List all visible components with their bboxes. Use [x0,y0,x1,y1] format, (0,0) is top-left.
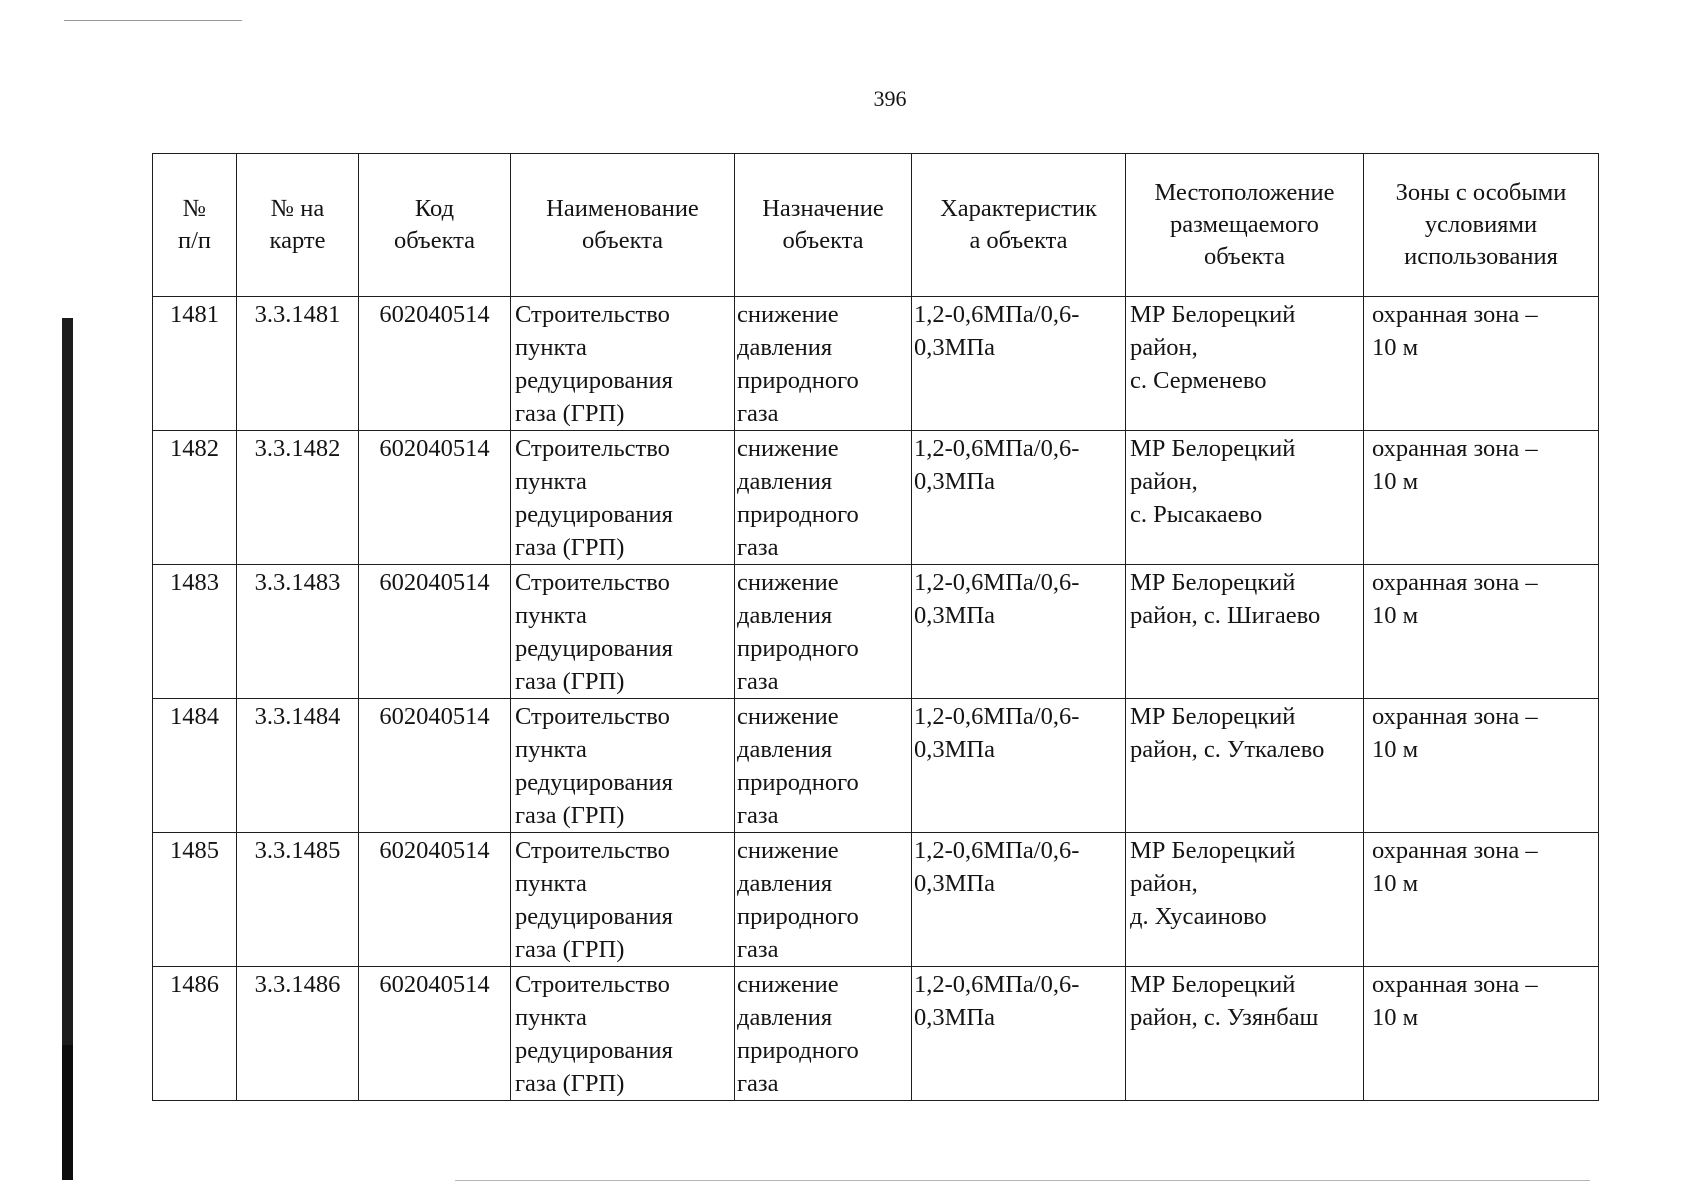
cell-map-number: 3.3.1483 [237,565,359,699]
cell-object-purpose: снижение давления природного газа [735,431,912,565]
table-header-row [153,154,1599,297]
cell-row-number: 1481 [153,297,237,431]
cell-map-number: 3.3.1486 [237,967,359,1101]
cell-map-number: 3.3.1484 [237,699,359,833]
cell-object-code: 602040514 [359,431,511,565]
cell-special-zone: охранная зона – 10 м [1364,431,1599,565]
cell-object-name: Строительство пункта редуцирования газа (ГРП) [511,833,735,967]
cell-object-code: 602040514 [359,699,511,833]
table-row [153,297,1599,431]
cell-object-name: Строительство пункта редуцирования газа (ГРП) [511,431,735,565]
cell-object-characteristic: 1,2-0,6МПа/0,6- 0,3МПа [912,967,1126,1101]
cell-row-number: 1483 [153,565,237,699]
cell-object-characteristic: 1,2-0,6МПа/0,6- 0,3МПа [912,833,1126,967]
cell-special-zone: охранная зона – 10 м [1364,565,1599,699]
cell-object-name: Строительство пункта редуцирования газа (ГРП) [511,699,735,833]
cell-object-name: Строительство пункта редуцирования газа (ГРП) [511,297,735,431]
table-row [153,431,1599,565]
cell-special-zone: охранная зона – 10 м [1364,699,1599,833]
cell-object-code: 602040514 [359,565,511,699]
cell-object-characteristic: 1,2-0,6МПа/0,6- 0,3МПа [912,431,1126,565]
header-object-location: Местоположение размещаемого объекта [1126,154,1364,297]
table-row [153,833,1599,967]
cell-object-location: МР Белорецкий район, с. Серменево [1126,297,1364,431]
cell-object-characteristic: 1,2-0,6МПа/0,6- 0,3МПа [912,699,1126,833]
header-object-code: Код объекта [359,154,511,297]
cell-object-location: МР Белорецкий район, с. Уткалево [1126,699,1364,833]
page-number: 396 [873,86,907,111]
table-row [153,565,1599,699]
header-object-purpose: Назначение объекта [735,154,912,297]
cell-object-purpose: снижение давления природного газа [735,967,912,1101]
cell-special-zone: охранная зона – 10 м [1364,833,1599,967]
cell-object-name: Строительство пункта редуцирования газа (ГРП) [511,565,735,699]
table-row [153,699,1599,833]
header-object-name: Наименование объекта [511,154,735,297]
header-object-characteristic: Характеристик а объекта [912,154,1126,297]
cell-object-characteristic: 1,2-0,6МПа/0,6- 0,3МПа [912,297,1126,431]
cell-object-location: МР Белорецкий район, с. Шигаево [1126,565,1364,699]
cell-object-code: 602040514 [359,833,511,967]
cell-map-number: 3.3.1485 [237,833,359,967]
cell-special-zone: охранная зона – 10 м [1364,967,1599,1101]
cell-object-name: Строительство пункта редуцирования газа (ГРП) [511,967,735,1101]
table-body [153,297,1599,1101]
cell-object-characteristic: 1,2-0,6МПа/0,6- 0,3МПа [912,565,1126,699]
cell-row-number: 1484 [153,699,237,833]
scan-edge-shadow-lower [62,1045,73,1180]
cell-object-location: МР Белорецкий район, с. Рысакаево [1126,431,1364,565]
table-row [153,967,1599,1101]
header-map-number: № на карте [237,154,359,297]
header-row-number: № п/п [153,154,237,297]
bottom-rule [455,1180,1590,1181]
cell-map-number: 3.3.1481 [237,297,359,431]
header-special-zones: Зоны с особыми условиями использования [1364,154,1599,297]
cell-special-zone: охранная зона – 10 м [1364,297,1599,431]
cell-object-purpose: снижение давления природного газа [735,297,912,431]
top-rule [64,20,242,21]
cell-row-number: 1482 [153,431,237,565]
cell-object-location: МР Белорецкий район, д. Хусаиново [1126,833,1364,967]
cell-object-location: МР Белорецкий район, с. Узянбаш [1126,967,1364,1101]
cell-object-code: 602040514 [359,967,511,1101]
objects-register-table [152,153,1599,1101]
cell-row-number: 1485 [153,833,237,967]
cell-row-number: 1486 [153,967,237,1101]
cell-object-code: 602040514 [359,297,511,431]
cell-map-number: 3.3.1482 [237,431,359,565]
cell-object-purpose: снижение давления природного газа [735,699,912,833]
cell-object-purpose: снижение давления природного газа [735,565,912,699]
cell-object-purpose: снижение давления природного газа [735,833,912,967]
